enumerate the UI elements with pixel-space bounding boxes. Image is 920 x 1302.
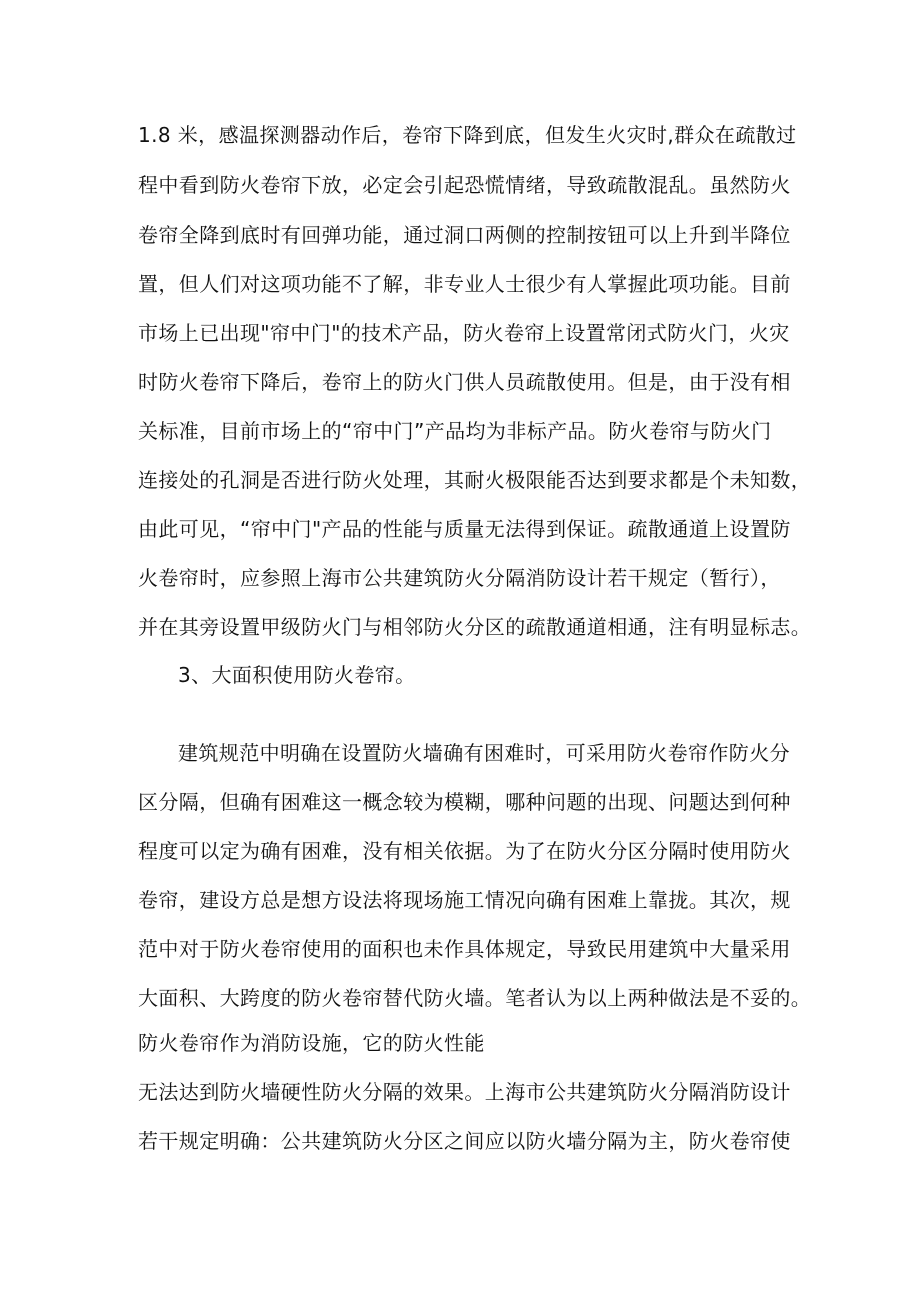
paragraph-line: 卷帘全降到底时有回弹功能，通过洞口两侧的控制按钮可以上升到半降位	[138, 223, 791, 247]
paragraph-line: 程中看到防火卷帘下放，必定会引起恐慌情绪，导致疏散混乱。虽然防火	[138, 173, 791, 197]
paragraph-line: 火卷帘时，应参照上海市公共建筑防火分隔消防设计若干规定（暂行），	[138, 566, 781, 590]
section-heading: 3、大面积使用防火卷帘。	[178, 663, 416, 687]
paragraph-line: 时防火卷帘下降后，卷帘上的防火门供人员疏散使用。但是，由于没有相	[138, 370, 791, 394]
paragraph-line: 程度可以定为确有困难，没有相关依据。为了在防火分区分隔时使用防火	[138, 839, 791, 863]
paragraph-line: 1.8 米，感温探测器动作后，卷帘下降到底，但发生火灾时,群众在疏散过	[138, 123, 797, 147]
paragraph-line: 连接处的孔洞是否进行防火处理，其耐火极限能否达到要求都是个未知数，	[138, 468, 812, 492]
paragraph-line: 置，但人们对这项功能不了解，非专业人士很少有人掌握此项功能。目前	[138, 272, 791, 296]
paragraph-line: 关标准，目前市场上的“帘中门”产品均为非标产品。防火卷帘与防火门	[138, 419, 772, 443]
paragraph-line: 若干规定明确：公共建筑防火分区之间应以防火墙分隔为主，防火卷帘使	[138, 1129, 791, 1153]
paragraph-line: 区分隔，但确有困难这一概念较为模糊，哪种问题的出现、问题达到何种	[138, 790, 791, 814]
paragraph-line: 卷帘，建设方总是想方设法将现场施工情况向确有困难上靠拢。其次，规	[138, 888, 791, 912]
paragraph-line: 防火卷帘作为消防设施，它的防火性能	[138, 1031, 485, 1055]
paragraph-line: 并在其旁设置甲级防火门与相邻防火分区的疏散通道相通，注有明显标志。	[138, 615, 812, 639]
paragraph-line: 市场上已出现"帘中门"的技术产品，防火卷帘上设置常闭式防火门，火灾	[138, 321, 790, 345]
paragraph-line: 由此可见，“帘中门"产品的性能与质量无法得到保证。疏散通道上设置防	[138, 517, 791, 541]
paragraph-line: 大面积、大跨度的防火卷帘替代防火墙。笔者认为以上两种做法是不妥的。	[138, 986, 812, 1010]
paragraph-line: 范中对于防火卷帘使用的面积也未作具体规定，导致民用建筑中大量采用	[138, 937, 791, 961]
paragraph-line: 无法达到防火墙硬性防火分隔的效果。上海市公共建筑防火分隔消防设计	[138, 1080, 791, 1104]
paragraph-line: 建筑规范中明确在设置防火墙确有困难时，可采用防火卷帘作防火分	[178, 741, 790, 765]
